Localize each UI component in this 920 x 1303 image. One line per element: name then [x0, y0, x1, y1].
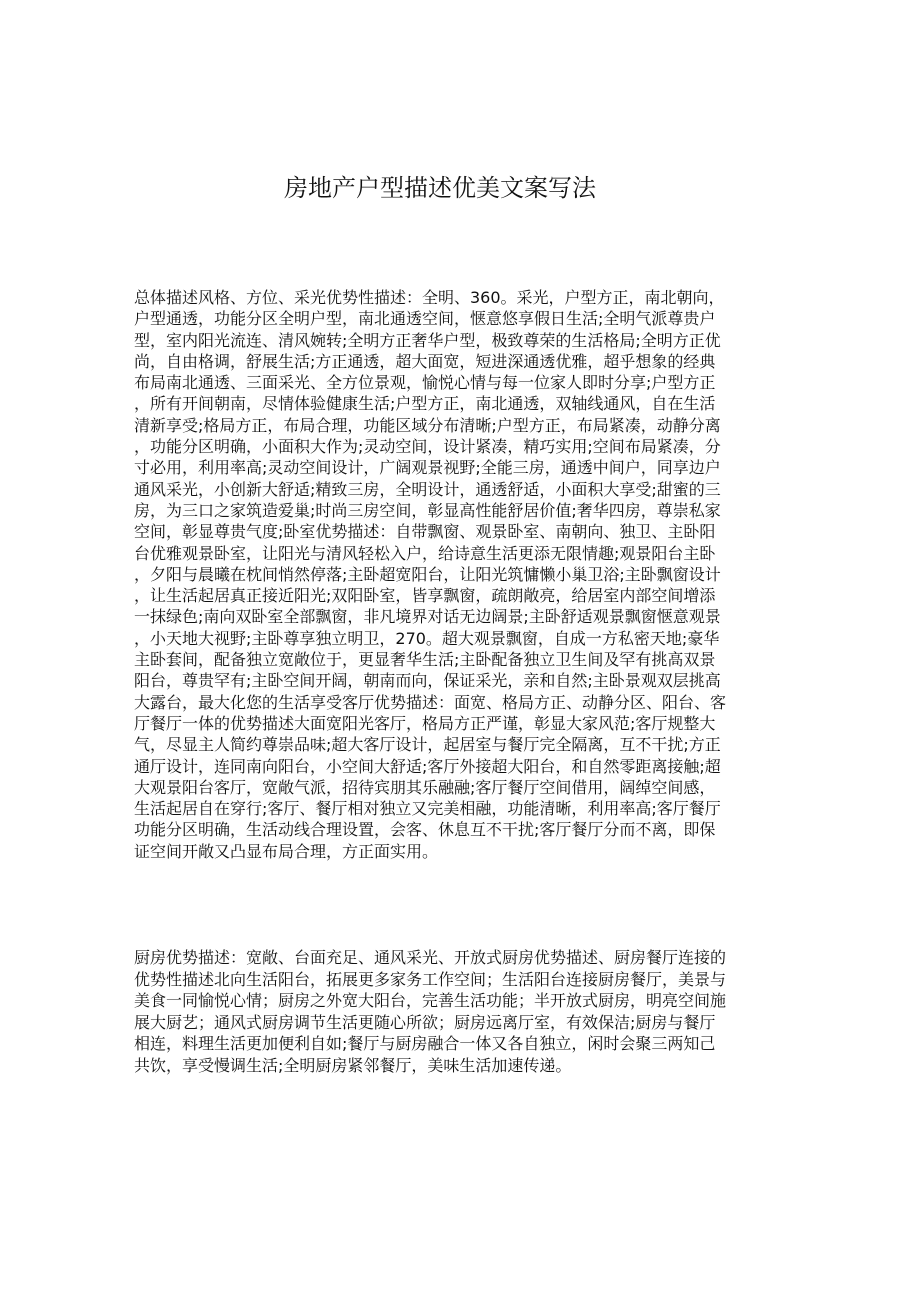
text-line: 美食一同愉悦心情；厨房之外宽大阳台，完善生活功能；半开放式厨房，明亮空间施	[134, 991, 727, 1011]
text-line: 户型通透，功能分区全明户型，南北通透空间，惬意悠享假日生活;全明气派尊贵户	[134, 309, 716, 329]
text-line: 相连，料理生活更加便利自如;餐厅与厨房融合一体又各自独立，闲时会聚三两知己	[134, 1034, 716, 1054]
text-line: 生活起居自在穿行;客厅、餐厅相对独立又完美相融，功能清晰，利用率高;客厅餐厅	[134, 799, 721, 819]
text-line: 优势性描述北向生活阳台，拓展更多家务工作空间；生活阳台连接厨房餐厅，美景与	[134, 969, 727, 989]
text-line: 型，室内阳光流连、清风婉转;全明方正奢华户型，极致尊荣的生活格局;全明方正优	[134, 330, 721, 350]
text-line: 功能分区明确，生活动线合理设置，会客、休息互不干扰;客厅餐厅分而不离，即保	[134, 820, 716, 840]
text-line: 通风采光，小创新大舒适;精致三房，全明设计，通透舒适，小面积大享受;甜蜜的三	[134, 479, 721, 499]
text-line: 共饮，享受慢调生活;全明厨房紧邻餐厅，美味生活加速传递。	[134, 1055, 572, 1075]
text-line: 气，尽显主人简约尊崇品味;超大客厅设计，起居室与餐厅完全隔离，互不干扰;方正	[134, 735, 721, 755]
kitchen-paragraph	[134, 947, 794, 1077]
overview-paragraph	[134, 287, 794, 862]
text-line: 厅餐厅一体的优势描述大面宽阳光客厅，格局方正严谨，彰显大家风范;客厅规整大	[134, 713, 716, 733]
text-line: 厨房优势描述：宽敞、台面充足、通风采光、开放式厨房优势描述、厨房餐厅连接的	[134, 948, 727, 967]
document-title: 房地产户型描述优美文案写法	[284, 174, 596, 202]
text-line: 清新享受;格局方正，布局合理，功能区域分布清晰;户型方正，布局紧凑，动静分离	[134, 415, 721, 435]
text-line: 寸必用，利用率高;灵动空间设计，广阔观景视野;全能三房，通透中间户，同享边户	[134, 458, 721, 478]
text-line: 台优雅观景卧室，让阳光与清风轻松入户，给诗意生活更添无限情趣;观景阳台主卧	[134, 543, 716, 563]
text-line: 尚，自由格调，舒展生活;方正通透，超大面宽，短进深通透优雅，超乎想象的经典	[134, 351, 716, 371]
text-line: 布局南北通透、三面采光、全方位景观，愉悦心情与每一位家人即时分享;户型方正	[134, 373, 716, 393]
text-line: 空间，彰显尊贵气度;卧室优势描述：自带飘窗、观景卧室、南朝向、独卫、主卧阳	[134, 522, 716, 542]
text-line: 房，为三口之家筑造爱巢;时尚三房空间，彰显高性能舒居价值;奢华四房，尊崇私家	[134, 500, 721, 520]
text-line: ，夕阳与晨曦在枕间悄然停落;主卧超宽阳台，让阳光筑慵懒小巢卫浴;主卧飘窗设计	[134, 564, 721, 584]
text-line: 展大厨艺；通风式厨房调节生活更随心所欲；厨房远离厅室，有效保洁;厨房与餐厅	[134, 1012, 716, 1032]
text-line: ，小天地大视野;主卧尊享独立明卫，270。超大观景飘窗，自成一方私密天地;豪华	[134, 628, 720, 648]
text-line: ，所有开间朝南，尽情体验健康生活;户型方正，南北通透，双轴线通风，自在生活	[134, 394, 716, 414]
text-line: 大露台，最大化您的生活享受客厅优势描述：面宽、格局方正、动静分区、阳台、客	[134, 692, 727, 712]
text-line: ，让生活起居真正接近阳光;双阳卧室，皆享飘窗，疏朗敞亮，给居室内部空间增添	[134, 586, 716, 606]
text-line: 总体描述风格、方位、采光优势性描述：全明、360。采光，户型方正，南北朝向，	[134, 288, 725, 307]
text-line: ，功能分区明确，小面积大作为;灵动空间，设计紧凑，精巧实用;空间布局紧凑，分	[134, 437, 721, 457]
text-line: 证空间开敞又凸显布局合理，方正面实用。	[134, 841, 439, 861]
text-line: 一抹绿色;南向双卧室全部飘窗，非凡境界对话无边阔景;主卧舒适观景飘窗惬意观景	[134, 607, 721, 627]
text-line: 通厅设计，连同南向阳台，小空间大舒适;客厅外接超大阳台，和自然零距离接触;超	[134, 756, 721, 776]
text-line: 阳台，尊贵罕有;主卧空间开阔，朝南而向，保证采光，亲和自然;主卧景观双层挑高	[134, 671, 721, 691]
text-line: 大观景阳台客厅，宽敞气派，招待宾朋其乐融融;客厅餐厅空间借用，阔绰空间感，	[134, 777, 716, 797]
text-line: 主卧套间，配备独立宽敞位于，更显奢华生活;主卧配备独立卫生间及罕有挑高双景	[134, 650, 716, 670]
